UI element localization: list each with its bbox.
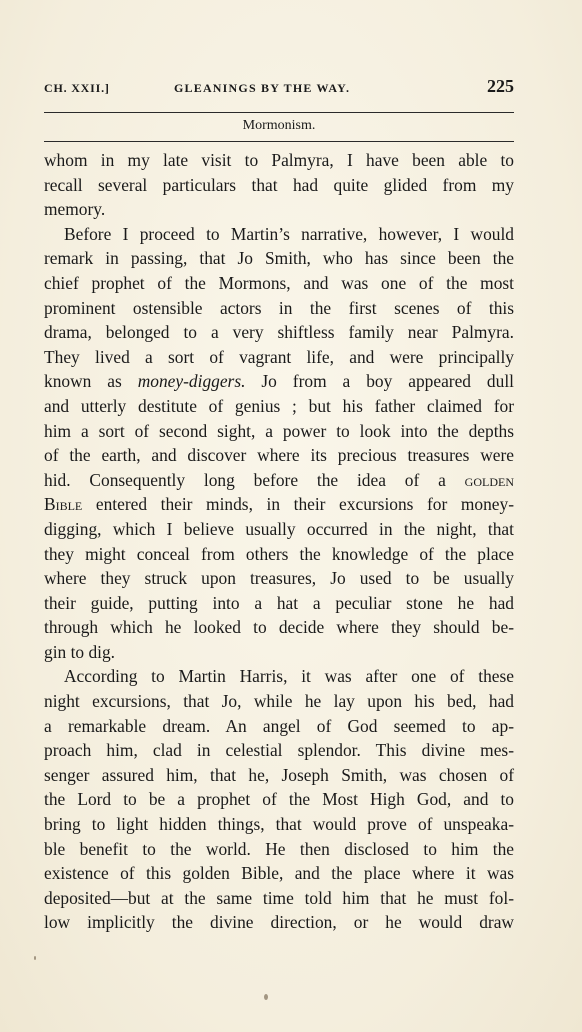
text-line: and utterly destitute of genius ; but his father claimed for	[44, 395, 514, 416]
text-line: prominent ostensible actors in the first scenes of this	[44, 297, 514, 318]
text-line: deposited—but at the same time told him that he must fol-	[44, 887, 514, 908]
text-line: ble benefit to the world. He then disclosed to him the	[44, 838, 514, 859]
section-heading: Mormonism.	[242, 118, 316, 133]
text-line: recall several particulars that had quite glided from my	[44, 174, 514, 195]
italic-phrase: money-diggers.	[137, 371, 246, 392]
header-rule-bottom	[44, 141, 514, 142]
smallcaps-word: Bible	[44, 494, 83, 515]
text-line: they might conceal from others the knowledge of the place	[44, 543, 514, 564]
text-line: where they struck upon treasures, Jo used to be usually	[44, 568, 514, 589]
text-line: night excursions, that Jo, while he lay upon his bed, had	[44, 691, 514, 712]
text-line: senger assured him, that he, Joseph Smith, was chosen of	[44, 764, 514, 785]
text-line: low implicitly the divine direction, or he would draw	[44, 912, 514, 933]
text-line: remark in passing, that Jo Smith, who has since been the	[44, 248, 514, 269]
text-line: They lived a sort of vagrant life, and were principally	[44, 346, 514, 367]
text-fragment: Jo from a boy appeared dull	[261, 371, 514, 392]
text-line: whom in my late visit to Palmyra, I have been able to	[44, 150, 514, 170]
header-rule-top	[44, 112, 514, 113]
text-line: chief prophet of the Mormons, and was one of the most	[44, 272, 514, 293]
text-line: memory.	[44, 199, 106, 220]
smallcaps-word: golden	[464, 469, 514, 490]
text-line	[44, 468, 514, 493]
text-line: through which he looked to decide where they should be-	[44, 617, 514, 638]
text-line: proach him, clad in celestial splendor. This divine mes-	[44, 740, 514, 761]
text-line: of the earth, and discover where its precious treasures were	[44, 445, 514, 466]
text-line: gin to dig.	[44, 641, 116, 662]
text-line	[44, 369, 514, 394]
paper-speck	[264, 994, 268, 1000]
text-line	[44, 492, 514, 517]
page-number: 225	[487, 76, 514, 96]
text-fragment: entered their minds, in their excursions for money-	[95, 494, 514, 515]
text-line: existence of this golden Bible, and the place where it was	[44, 863, 514, 884]
text-line: drama, belonged to a very shiftless family near Palmyra.	[44, 322, 514, 343]
paper-speck	[34, 956, 36, 960]
text-line: According to Martin Harris, it was after one of these	[64, 666, 514, 687]
chapter-label: CH. XXII.]	[44, 81, 110, 95]
text-fragment: known as	[44, 371, 122, 392]
text-fragment: hid. Consequently long before the idea of a	[44, 469, 446, 490]
text-line: bring to light hidden things, that would prove of unspeaka-	[44, 814, 514, 835]
text-line: the Lord to be a prophet of the Most High God, and to	[44, 789, 514, 810]
text-line: their guide, putting into a hat a peculiar stone he had	[44, 592, 514, 613]
body-text	[44, 148, 514, 935]
text-line: him a sort of second sight, a power to look into the depths	[44, 420, 514, 441]
running-title: GLEANINGS BY THE WAY.	[174, 81, 351, 95]
text-line: a remarkable dream. An angel of God seemed to ap-	[44, 715, 514, 736]
running-head	[44, 76, 514, 100]
text-line: Before I proceed to Martin’s narrative, however, I would	[64, 223, 514, 244]
text-line: digging, which I believe usually occurred in the night, that	[44, 518, 514, 539]
